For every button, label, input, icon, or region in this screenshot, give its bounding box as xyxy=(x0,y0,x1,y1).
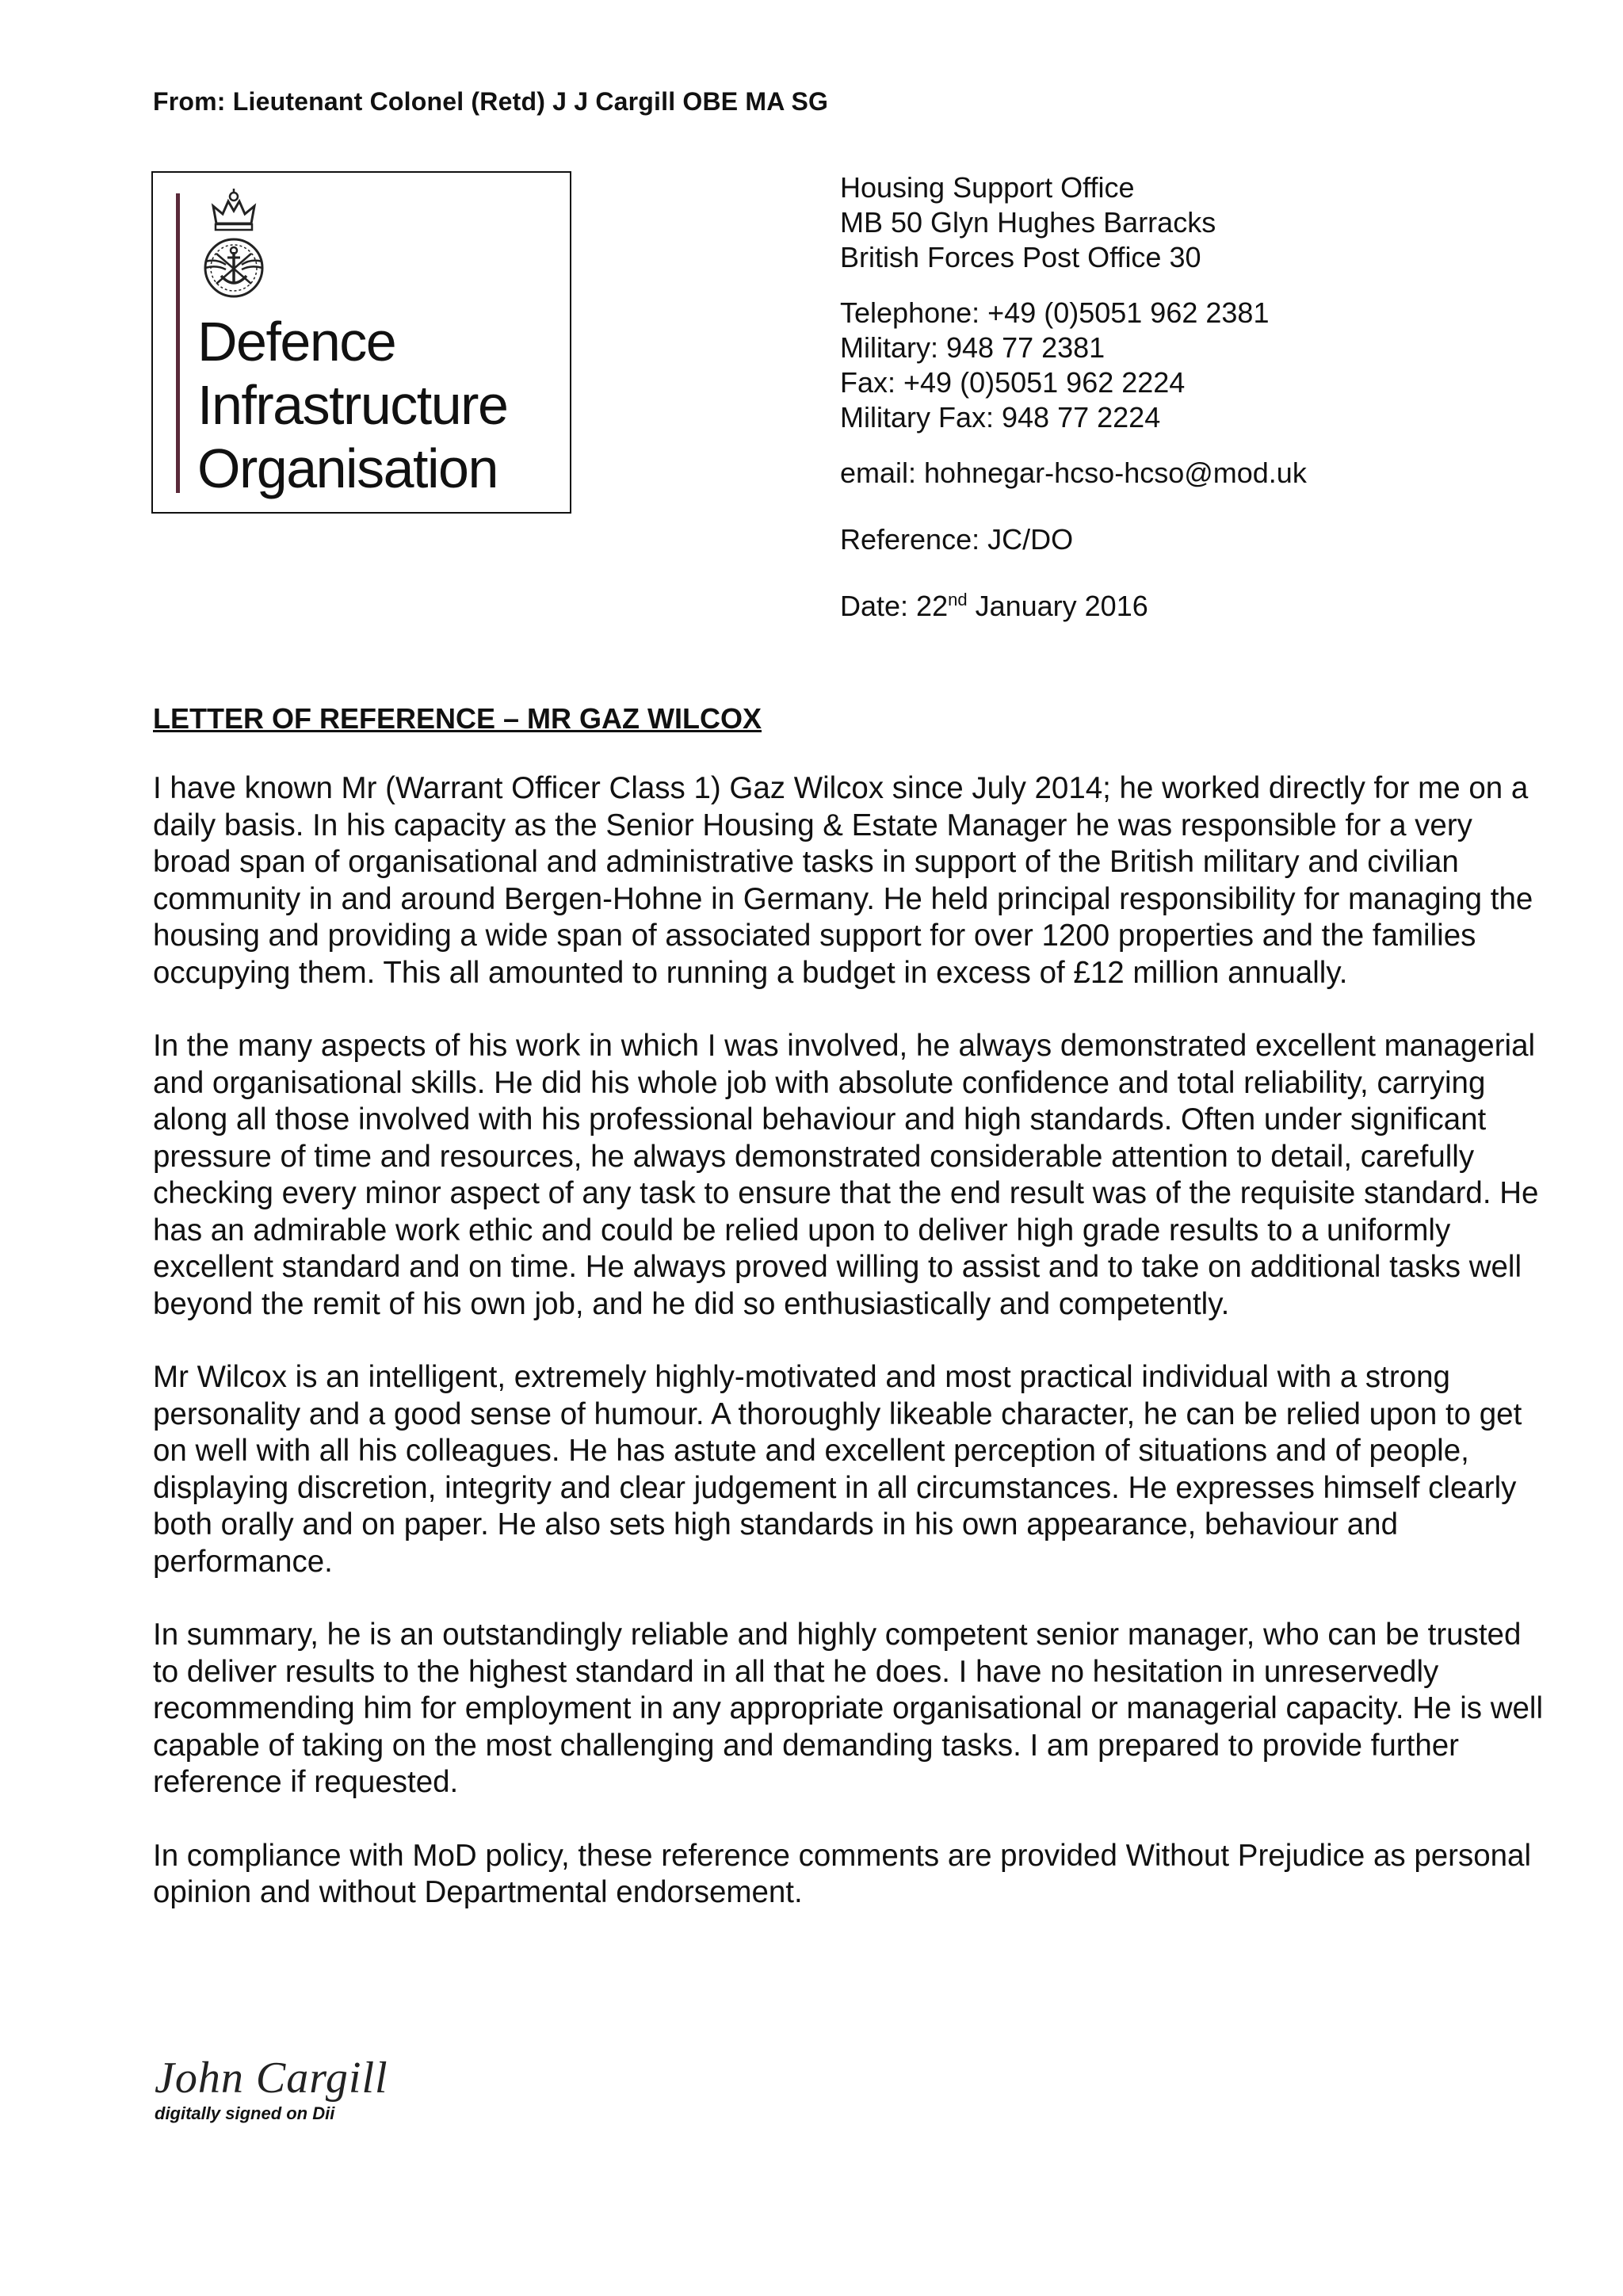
body-paragraph: In compliance with MoD policy, these reference comments are provided Without Prejudice as personal opinion and without Departmental endorsement. xyxy=(153,1838,1532,1909)
body-paragraph: In summary, he is an outstandingly reliable and highly competent senior manager, who can be trusted to deliver results to the highest standard in all that he does. I have no hesitation in unreservedly recommending him for employment in any appropriate organisational or managerial capacity. He is well capable of taking on the most challenging and demanding tasks. I am prepared to provide further reference if requested. xyxy=(153,1618,1544,1799)
military-fax-line: Military Fax: 948 77 2224 xyxy=(840,401,1161,434)
logo-line: Infrastructure xyxy=(197,374,508,436)
logo-line: Organisation xyxy=(197,437,498,499)
date-suffix-ordinal: nd xyxy=(948,590,968,609)
military-line: Military: 948 77 2381 xyxy=(840,331,1106,364)
letter-subject: LETTER OF REFERENCE – MR GAZ WILCOX xyxy=(153,702,762,735)
signature: John Cargill xyxy=(155,2053,388,2103)
logo-line: Defence xyxy=(197,311,396,372)
letter-body xyxy=(153,770,1548,1948)
reference-line: Reference: JC/DO xyxy=(840,523,1074,556)
fax-line: Fax: +49 (0)5051 962 2224 xyxy=(840,366,1186,399)
sender-address-block xyxy=(840,170,1307,624)
post-office-line: British Forces Post Office 30 xyxy=(840,241,1201,273)
email-line: email: hohnegar-hcso-hcso@mod.uk xyxy=(840,457,1307,489)
body-paragraph: Mr Wilcox is an intelligent, extremely highly-motivated and most practical individual with a strong personality and a good sense of humour. A thoroughly likeable character, he can be relied upon to get on well with all his colleagues. He has astute and excellent perception of situations and of people, displaying discretion, integrity and clear judgement in all circumstances. He expresses himself clearly both orally and on paper. He also sets high standards in his own appearance, behaviour and performance. xyxy=(153,1360,1522,1579)
date-month-year: January 2016 xyxy=(967,590,1148,622)
logo-wordmark xyxy=(197,310,507,500)
date-line xyxy=(840,589,1307,624)
logo-accent-bar xyxy=(176,193,180,493)
dio-logo xyxy=(151,171,571,514)
body-paragraph: I have known Mr (Warrant Officer Class 1) Gaz Wilcox since July 2014; he worked directly for me on a daily basis. In his capacity as the Senior Housing & Estate Manager he was responsible for a very broad span of organisational and administrative tasks in support of the British military and civilian community in and around Bergen-Hohne in Germany. He held principal responsibility for managing the housing and providing a wide span of associated support for over 1200 properties and the families occupying them. This all amounted to running a budget in excess of £12 million annually. xyxy=(153,771,1533,990)
date-prefix: Date: 22 xyxy=(840,590,949,622)
barracks-line: MB 50 Glyn Hughes Barracks xyxy=(840,206,1216,239)
office-name: Housing Support Office xyxy=(840,171,1135,204)
body-paragraph: In the many aspects of his work in which I was involved, he always demonstrated excellent managerial and organisational skills. He did his whole job with absolute confidence and total reliability, carrying along all those involved with his professional behaviour and high standards. Often under significant pressure of time and resources, he always demonstrated considerable attention to detail, carefully checking every minor aspect of any task to ensure that the end result was of the requisite standard. He has an admirable work ethic and could be relied upon to deliver high grade results to a uniformly excellent standard and on time. He always proved willing to assist and to take on additional tasks well beyond the remit of his own job, and he did so enthusiastically and competently. xyxy=(153,1029,1539,1321)
royal-crest-icon xyxy=(194,182,273,309)
telephone-line: Telephone: +49 (0)5051 962 2381 xyxy=(840,296,1270,329)
sender-line: From: Lieutenant Colonel (Retd) J J Cargill OBE MA SG xyxy=(153,87,829,116)
signature-note: digitally signed on Dii xyxy=(155,2103,335,2123)
